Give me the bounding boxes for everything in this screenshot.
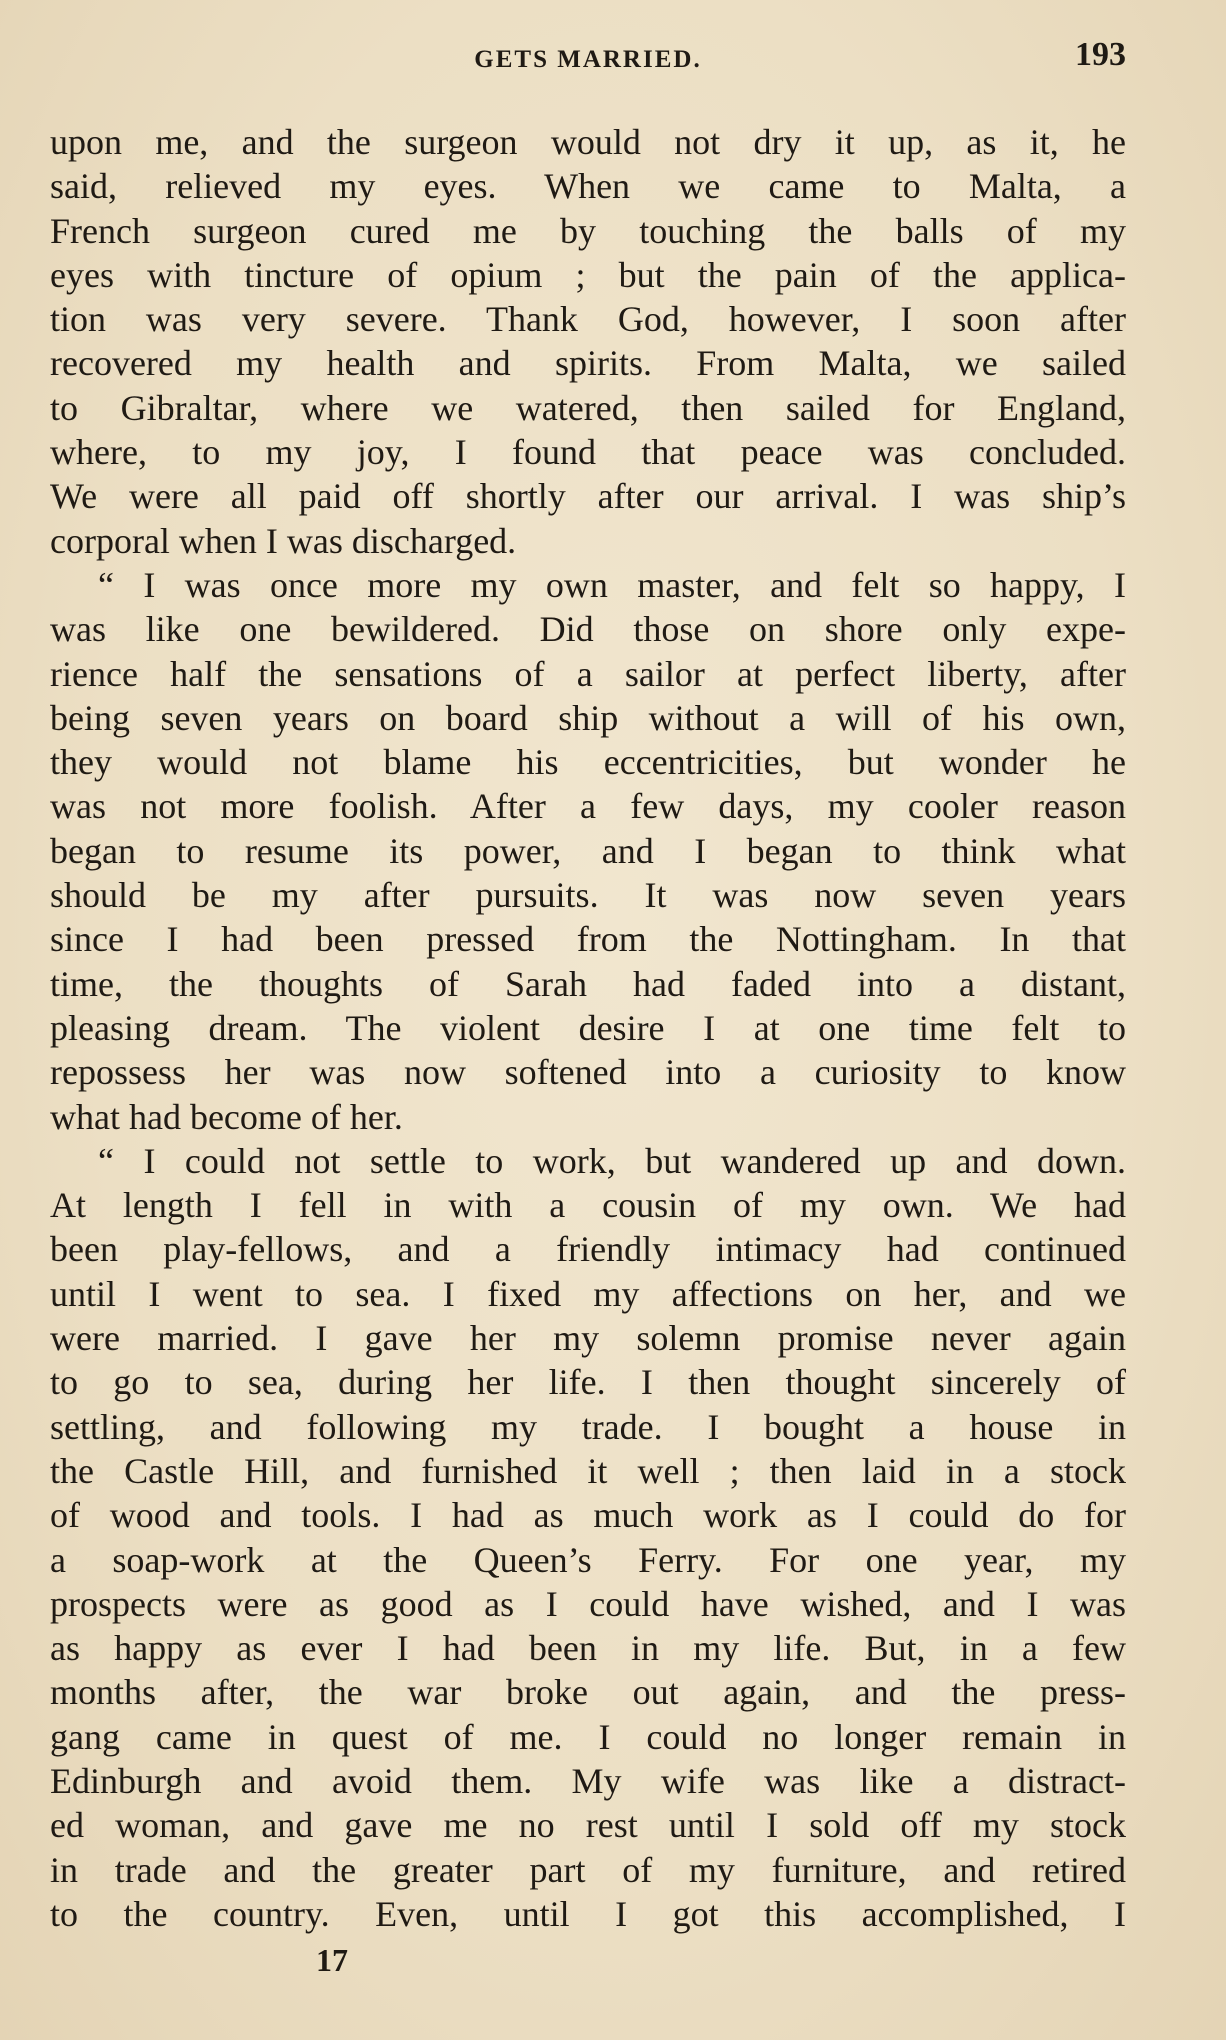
- text-line: the Castle Hill, and furnished it well ; then laid in a stock: [50, 1450, 1126, 1491]
- text-line: been play-fellows, and a friendly intimacy had continued: [50, 1229, 1126, 1270]
- text-line: were married. I gave her my solemn promise never again: [50, 1318, 1126, 1359]
- text-line: being seven years on board ship without a will of his own,: [50, 697, 1126, 738]
- text-line: Edinburgh and avoid them. My wife was like a distract-: [50, 1760, 1126, 1801]
- text-line: pleasing dream. The violent desire I at one time felt to: [50, 1007, 1126, 1048]
- text-line: said, relieved my eyes. When we came to Malta, a: [50, 166, 1126, 207]
- text-line: tion was very severe. Thank God, however, I soon after: [50, 299, 1126, 340]
- text-line: was like one bewildered. Did those on shore only expe-: [50, 609, 1126, 650]
- text-line: recovered my health and spirits. From Malta, we sailed: [50, 343, 1126, 384]
- text-line: they would not blame his eccentricities, but wonder he: [50, 742, 1126, 783]
- text-line: “ I could not settle to work, but wandered up and down.: [98, 1140, 1126, 1181]
- body-text: [50, 120, 1126, 1936]
- text-line: “ I was once more my own master, and felt so happy, I: [98, 564, 1126, 605]
- text-line: of wood and tools. I had as much work as I could do for: [50, 1495, 1126, 1536]
- text-line: a soap-work at the Queen’s Ferry. For one year, my: [50, 1539, 1126, 1580]
- text-line: to the country. Even, until I got this accomplished, I: [50, 1893, 1126, 1934]
- text-line: settling, and following my trade. I bought a house in: [50, 1406, 1126, 1447]
- text-line: gang came in quest of me. I could no longer remain in: [50, 1716, 1126, 1757]
- text-line: was not more foolish. After a few days, my cooler reason: [50, 786, 1126, 827]
- text-line: eyes with tincture of opium ; but the pain of the applica-: [50, 254, 1126, 295]
- text-line: where, to my joy, I found that peace was concluded.: [50, 432, 1126, 473]
- text-line: months after, the war broke out again, and the press-: [50, 1672, 1126, 1713]
- signature-mark: 17: [316, 1942, 348, 1978]
- text-line: At length I fell in with a cousin of my own. We had: [50, 1185, 1126, 1226]
- text-line: in trade and the greater part of my furniture, and retired: [50, 1849, 1126, 1890]
- text-line: prospects were as good as I could have wished, and I was: [50, 1583, 1126, 1624]
- text-line: should be my after pursuits. It was now seven years: [50, 875, 1126, 916]
- text-line: corporal when I was discharged.: [50, 520, 517, 561]
- text-line: time, the thoughts of Sarah had faded into a distant,: [50, 963, 1126, 1004]
- running-title: GETS MARRIED.: [474, 46, 702, 73]
- text-line: began to resume its power, and I began to think what: [50, 830, 1126, 871]
- text-line: to go to sea, during her life. I then thought sincerely of: [50, 1362, 1126, 1403]
- text-line: what had become of her.: [50, 1096, 403, 1137]
- text-line: as happy as ever I had been in my life. But, in a few: [50, 1628, 1126, 1669]
- text-line: We were all paid off shortly after our arrival. I was ship’s: [50, 476, 1126, 517]
- text-line: French surgeon cured me by touching the balls of my: [50, 210, 1126, 251]
- text-line: rience half the sensations of a sailor at perfect liberty, after: [50, 653, 1126, 694]
- text-line: to Gibraltar, where we watered, then sailed for England,: [50, 387, 1126, 428]
- text-line: since I had been pressed from the Nottingham. In that: [50, 919, 1126, 960]
- text-line: until I went to sea. I fixed my affections on her, and we: [50, 1273, 1126, 1314]
- text-line: upon me, and the surgeon would not dry it up, as it, he: [50, 122, 1126, 162]
- page-header: [50, 36, 1126, 80]
- page-number: 193: [1075, 36, 1126, 73]
- text-line: repossess her was now softened into a curiosity to know: [50, 1052, 1126, 1093]
- text-line: ed woman, and gave me no rest until I sold off my stock: [50, 1805, 1126, 1846]
